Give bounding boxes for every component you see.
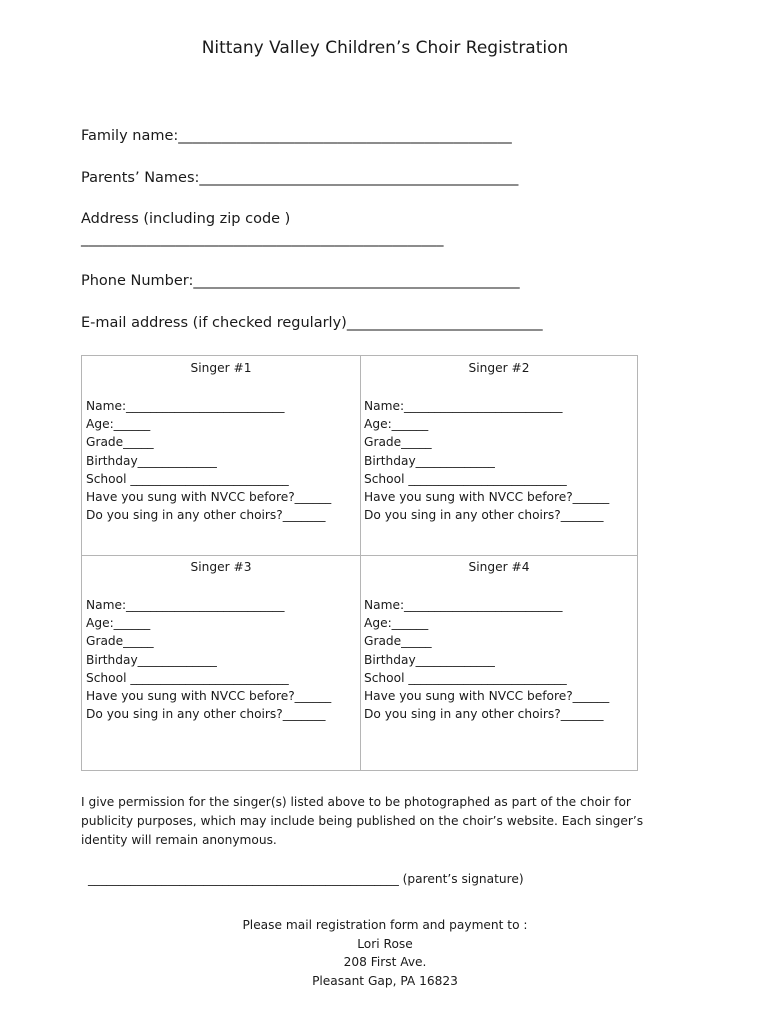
singer-4-school-field[interactable]: School __________________________ [364, 670, 567, 685]
singer-1-grade-field[interactable]: Grade_____ [86, 435, 154, 450]
singer-3-other-choirs-field[interactable]: Do you sing in any other choirs?_______ [86, 707, 326, 722]
singer-2-name-field[interactable]: Name:__________________________ [364, 399, 563, 413]
singer-3-age-field[interactable]: Age:______ [86, 616, 151, 631]
email-address-field[interactable]: E-mail address (if checked regularly)___________________________ [81, 315, 543, 331]
singer-3-name-field[interactable]: Name:__________________________ [86, 598, 285, 612]
singers-grid [81, 355, 638, 771]
singer-1-other-choirs-field[interactable]: Do you sing in any other choirs?_______ [86, 508, 326, 523]
parents-names-field[interactable]: Parents’ Names:____________________________________________ [81, 170, 519, 186]
singer-1-school-field[interactable]: School __________________________ [86, 471, 289, 486]
mail-recipient-name: Lori Rose [357, 936, 413, 951]
singer-4-name-field[interactable]: Name:__________________________ [364, 598, 563, 612]
singer-4-box [360, 555, 638, 754]
parent-signature-field[interactable]: ___________________________________________________ (parent’s signature) [88, 872, 524, 886]
singer-4-grade-field[interactable]: Grade_____ [364, 634, 432, 649]
singer-4-title: Singer #4 [468, 560, 530, 574]
family-name-field[interactable]: Family name:______________________________________________ [81, 128, 512, 144]
singer-1-sung-before-field[interactable]: Have you sung with NVCC before?______ [86, 490, 332, 505]
singer-2-box [360, 356, 638, 555]
singer-2-age-field[interactable]: Age:______ [364, 417, 429, 432]
permission-line: publicity purposes, which may include being published on the choir’s website. Each singer’s [81, 814, 644, 828]
form-title: Nittany Valley Children’s Choir Registration [201, 38, 569, 58]
singer-2-title: Singer #2 [468, 361, 530, 375]
singer-3-box [82, 555, 360, 754]
singer-2-school-field[interactable]: School __________________________ [364, 471, 567, 486]
singer-3-birthday-field[interactable]: Birthday_____________ [86, 652, 217, 667]
mail-instruction-text: Please mail registration form and payment to : [242, 918, 528, 932]
singer-3-sung-before-field[interactable]: Have you sung with NVCC before?______ [86, 689, 332, 704]
singer-3-school-field[interactable]: School __________________________ [86, 670, 289, 685]
singer-2-grade-field[interactable]: Grade_____ [364, 435, 432, 450]
singer-2-birthday-field[interactable]: Birthday_____________ [364, 453, 495, 468]
singer-3-grade-field[interactable]: Grade_____ [86, 634, 154, 649]
singer-1-name-field[interactable]: Name:__________________________ [86, 399, 285, 413]
photo-permission-statement [81, 793, 661, 850]
permission-line: identity will remain anonymous. [81, 833, 277, 847]
singer-3-title: Singer #3 [190, 560, 252, 574]
singer-4-sung-before-field[interactable]: Have you sung with NVCC before?______ [364, 689, 610, 704]
singer-4-birthday-field[interactable]: Birthday_____________ [364, 652, 495, 667]
singer-1-birthday-field[interactable]: Birthday_____________ [86, 453, 217, 468]
singer-4-age-field[interactable]: Age:______ [364, 616, 429, 631]
mail-street-address: 208 First Ave. [343, 955, 427, 969]
mail-city-state-zip: Pleasant Gap, PA 16823 [312, 973, 458, 988]
mailing-instructions [0, 916, 770, 990]
singer-1-age-field[interactable]: Age:______ [86, 417, 151, 432]
phone-number-field[interactable]: Phone Number:_____________________________________________ [81, 273, 520, 289]
address-field[interactable]: __________________________________________________ [81, 231, 444, 247]
singer-1-box [82, 356, 360, 555]
permission-line: I give permission for the singer(s) listed above to be photographed as part of the choir for [81, 795, 631, 809]
singer-1-title: Singer #1 [190, 361, 252, 375]
singer-4-other-choirs-field[interactable]: Do you sing in any other choirs?_______ [364, 707, 604, 722]
singer-2-other-choirs-field[interactable]: Do you sing in any other choirs?_______ [364, 508, 604, 523]
singer-2-sung-before-field[interactable]: Have you sung with NVCC before?______ [364, 490, 610, 505]
address-label: Address (including zip code ) [81, 211, 291, 227]
